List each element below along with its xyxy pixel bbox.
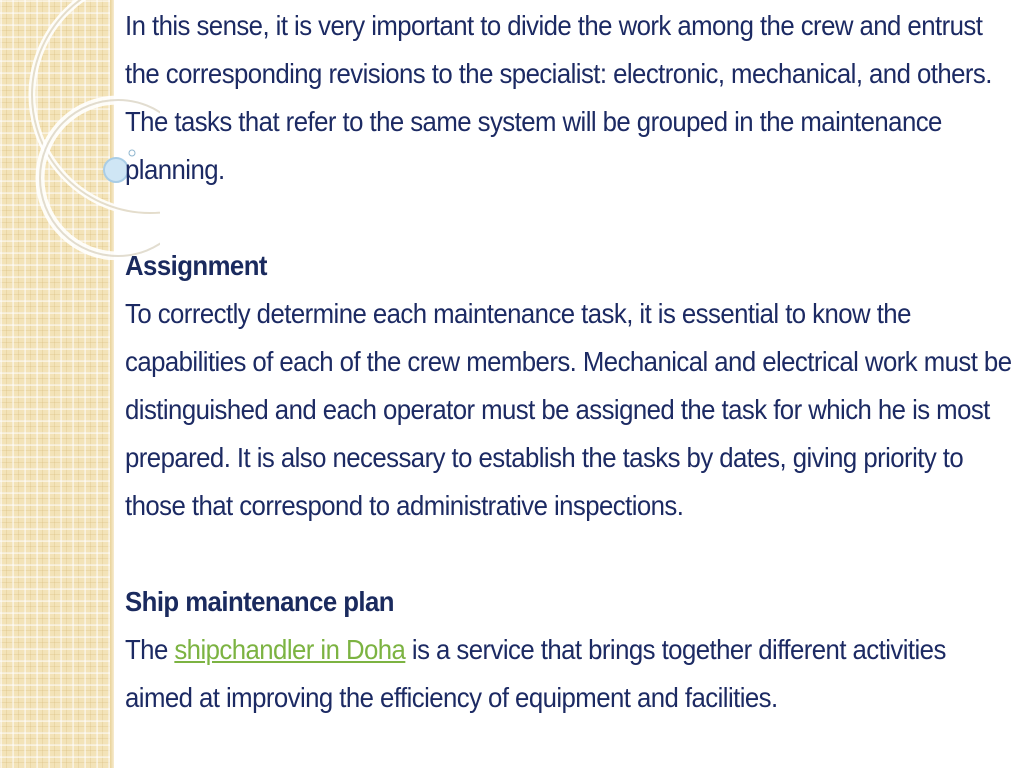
plan-text-suffix: is a service that brings together different activities aimed at improving the efficiency of equipment and facilities. (125, 634, 946, 713)
spacer (125, 194, 1017, 242)
slide-text-content (125, 2, 1017, 722)
shipchandler-link[interactable]: shipchandler in Doha (174, 634, 406, 665)
spacer (125, 530, 1017, 578)
intro-paragraph: In this sense, it is very important to divide the work among the crew and entrust the corresponding revisions to the specialist: electronic, mechanical, and others. The tasks that refer to the same system will be grouped in the maintenance planning. (125, 10, 992, 185)
plan-heading: Ship maintenance plan (125, 586, 394, 617)
plan-text-prefix: The (125, 634, 175, 665)
plan-paragraph (125, 626, 1017, 722)
assignment-paragraph: To correctly determine each maintenance task, it is essential to know the capabilities of each of the crew members. Mechanical and electrical work must be distinguished and each operator must be assigned the task for which he is most prepared. It is also necessary to establish the tasks by dates, giving priority to those that correspond to administrative inspections. (125, 298, 1012, 521)
assignment-heading: Assignment (125, 250, 267, 281)
